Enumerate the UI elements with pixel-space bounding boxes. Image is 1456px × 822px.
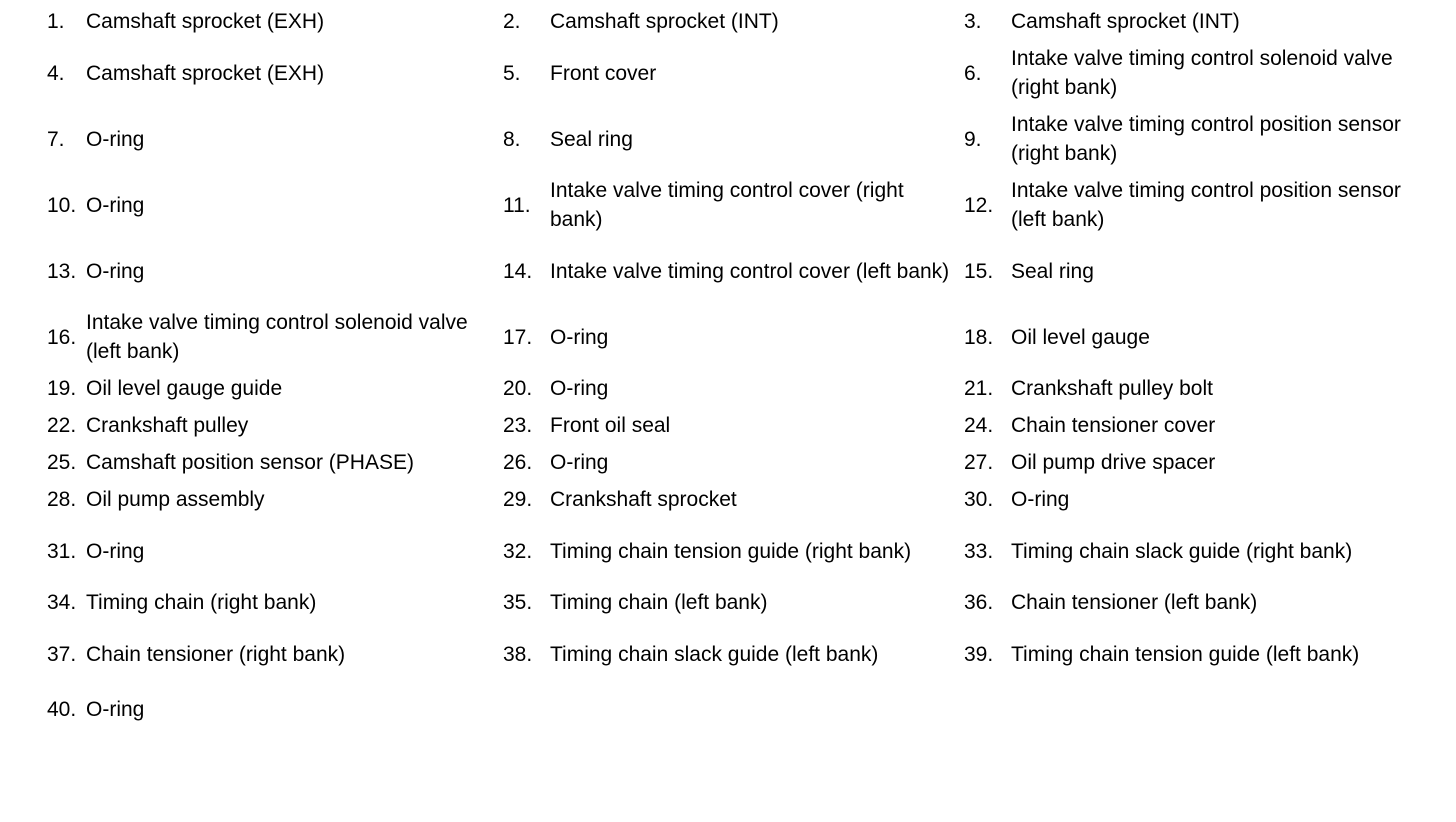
part-name: Intake valve timing control solenoid valve (right bank) bbox=[1011, 47, 1393, 99]
part-number: 31. bbox=[47, 539, 77, 563]
part-name: Camshaft sprocket (INT) bbox=[550, 10, 779, 33]
part-name: Camshaft position sensor (PHASE) bbox=[86, 451, 414, 474]
part-name bbox=[550, 687, 951, 731]
part-number: 9. bbox=[964, 127, 982, 151]
part-number: 22. bbox=[47, 414, 77, 437]
part-name: Timing chain tension guide (right bank) bbox=[550, 539, 912, 563]
part-number: 28. bbox=[47, 488, 77, 511]
part-number: 27. bbox=[964, 451, 994, 474]
part-name: Crankshaft sprocket bbox=[550, 488, 737, 511]
part-name bbox=[1011, 687, 1440, 731]
legend-row bbox=[30, 687, 1440, 731]
part-number: 18. bbox=[964, 325, 994, 349]
part-number: 4. bbox=[47, 61, 65, 85]
part-name: O-ring bbox=[86, 259, 145, 283]
part-name: O-ring bbox=[550, 325, 609, 349]
part-name: Front cover bbox=[550, 61, 657, 85]
legend-row bbox=[30, 304, 1440, 370]
legend-row bbox=[30, 40, 1440, 106]
part-name: Crankshaft pulley bbox=[86, 414, 249, 437]
part-name: Camshaft sprocket (EXH) bbox=[86, 61, 325, 85]
part-number: 40. bbox=[47, 697, 77, 721]
part-number: 39. bbox=[964, 642, 994, 666]
part-number: 7. bbox=[47, 127, 65, 151]
part-name: O-ring bbox=[550, 451, 609, 474]
part-name: O-ring bbox=[1011, 488, 1070, 511]
part-number: 34. bbox=[47, 591, 77, 614]
part-number: 19. bbox=[47, 377, 77, 400]
part-name: Intake valve timing control cover (left bank) bbox=[550, 259, 950, 283]
part-number: 11. bbox=[503, 193, 531, 217]
part-number: 26. bbox=[503, 451, 533, 474]
part-name: O-ring bbox=[86, 539, 145, 563]
legend-row bbox=[30, 106, 1440, 172]
part-name: Oil level gauge guide bbox=[86, 377, 283, 400]
part-number: 30. bbox=[964, 488, 994, 511]
part-name: O-ring bbox=[86, 193, 145, 217]
part-name: Timing chain slack guide (right bank) bbox=[1011, 539, 1353, 563]
legend-row bbox=[30, 584, 1440, 621]
part-number: 6. bbox=[964, 61, 982, 85]
part-name: Chain tensioner (right bank) bbox=[86, 642, 346, 666]
part-number bbox=[490, 687, 550, 731]
part-number: 29. bbox=[503, 488, 533, 511]
part-number: 10. bbox=[47, 193, 77, 217]
part-number: 24. bbox=[964, 414, 994, 437]
part-name: Front oil seal bbox=[550, 414, 671, 437]
legend-row bbox=[30, 407, 1440, 444]
part-number: 5. bbox=[503, 61, 521, 85]
part-number: 25. bbox=[47, 451, 77, 474]
part-name: Intake valve timing control position sensor (left bank) bbox=[1011, 179, 1401, 231]
part-number: 20. bbox=[503, 377, 533, 400]
part-name: Camshaft sprocket (EXH) bbox=[86, 10, 325, 33]
part-name: O-ring bbox=[86, 127, 145, 151]
legend-row bbox=[30, 3, 1440, 40]
part-name: Timing chain (right bank) bbox=[86, 591, 317, 614]
part-number bbox=[951, 687, 1011, 731]
part-number: 15. bbox=[964, 259, 994, 283]
part-number: 12. bbox=[964, 193, 994, 217]
legend-row bbox=[30, 518, 1440, 584]
parts-legend-table bbox=[30, 3, 1440, 731]
part-name: Timing chain slack guide (left bank) bbox=[550, 642, 879, 666]
part-name: O-ring bbox=[86, 697, 145, 721]
part-number: 1. bbox=[47, 10, 65, 33]
legend-row bbox=[30, 172, 1440, 238]
legend-row bbox=[30, 621, 1440, 687]
part-number: 3. bbox=[964, 10, 982, 33]
part-number: 36. bbox=[964, 591, 994, 614]
legend-row bbox=[30, 238, 1440, 304]
part-name: Seal ring bbox=[1011, 259, 1094, 283]
part-name: Oil level gauge bbox=[1011, 325, 1150, 349]
part-number: 33. bbox=[964, 539, 994, 563]
part-number: 8. bbox=[503, 127, 521, 151]
part-name: Chain tensioner cover bbox=[1011, 414, 1216, 437]
part-number: 14. bbox=[503, 259, 533, 283]
part-name: O-ring bbox=[550, 377, 609, 400]
part-name: Intake valve timing control solenoid valve (left bank) bbox=[86, 311, 468, 363]
part-name: Timing chain (left bank) bbox=[550, 591, 768, 614]
part-number: 21. bbox=[964, 377, 994, 400]
part-number: 23. bbox=[503, 414, 533, 437]
part-name: Oil pump drive spacer bbox=[1011, 451, 1216, 474]
legend-row bbox=[30, 444, 1440, 481]
part-name: Intake valve timing control position sensor (right bank) bbox=[1011, 113, 1401, 165]
part-number: 2. bbox=[503, 10, 521, 33]
parts-legend-body bbox=[30, 3, 1440, 731]
part-number: 17. bbox=[503, 325, 533, 349]
part-name: Intake valve timing control cover (right bank) bbox=[550, 179, 904, 231]
part-number: 13. bbox=[47, 259, 77, 283]
legend-row bbox=[30, 370, 1440, 407]
part-name: Timing chain tension guide (left bank) bbox=[1011, 642, 1360, 666]
part-name: Seal ring bbox=[550, 127, 633, 151]
part-name: Camshaft sprocket (INT) bbox=[1011, 10, 1240, 33]
part-number: 35. bbox=[503, 591, 533, 614]
part-number: 37. bbox=[47, 642, 77, 666]
part-number: 16. bbox=[47, 325, 77, 349]
part-name: Crankshaft pulley bolt bbox=[1011, 377, 1213, 400]
legend-row bbox=[30, 481, 1440, 518]
part-number: 32. bbox=[503, 539, 533, 563]
part-name: Chain tensioner (left bank) bbox=[1011, 591, 1258, 614]
part-number: 38. bbox=[503, 642, 533, 666]
part-name: Oil pump assembly bbox=[86, 488, 265, 511]
